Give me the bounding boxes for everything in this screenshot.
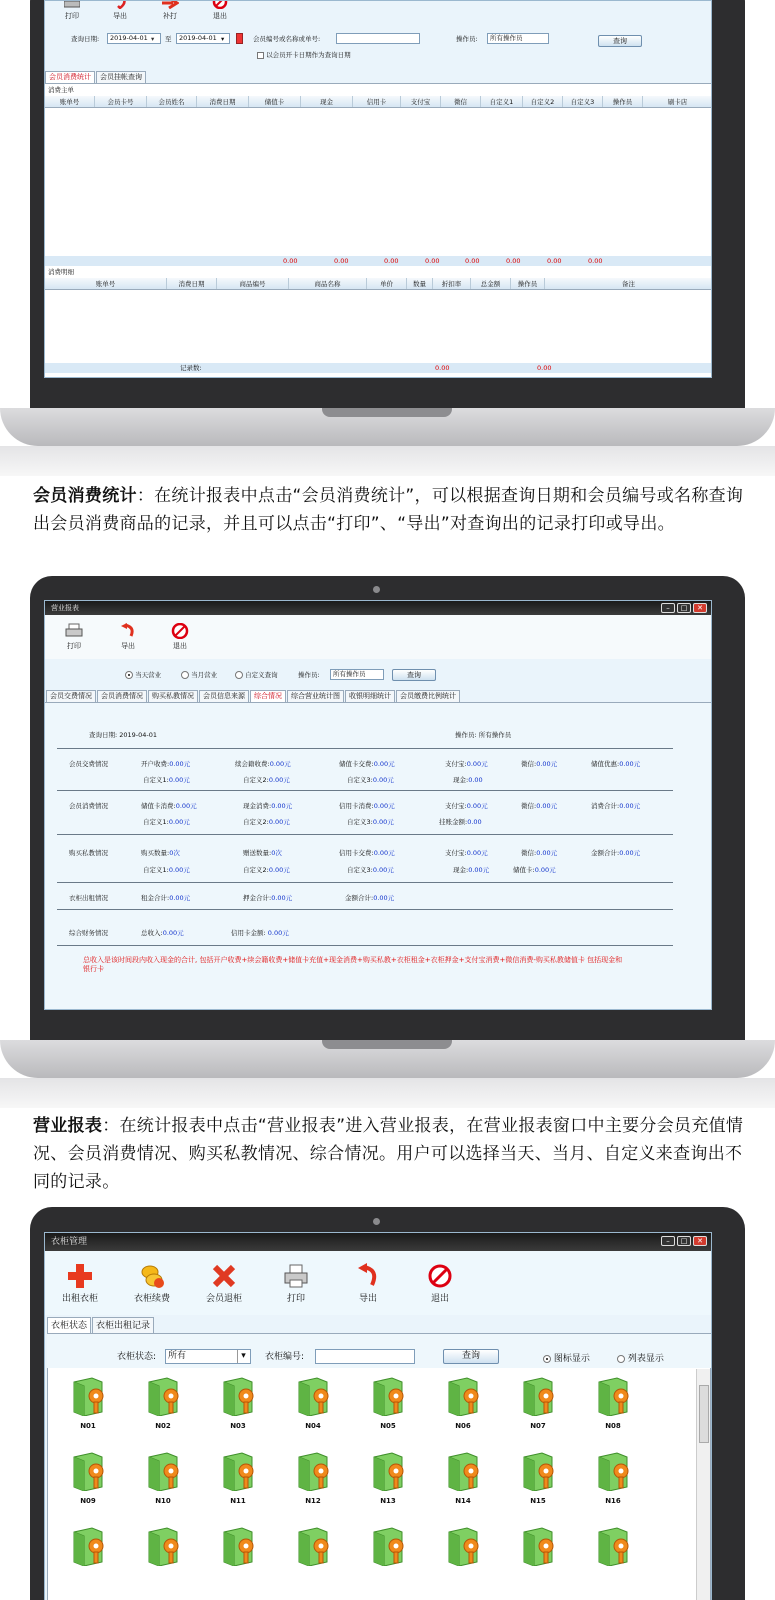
col-operator[interactable]: 操作员 (603, 96, 643, 107)
field-credit-pay: 信用卡交费:0.00元 (339, 849, 395, 857)
locker-number: N13 (380, 1497, 396, 1505)
col-wechat[interactable]: 微信 (441, 96, 481, 107)
field-custom3: 自定义3:0.00元 (347, 776, 394, 784)
detail-grid-header (45, 278, 712, 290)
field-cash-consume: 现金消费:0.00元 (243, 802, 293, 810)
export-icon (112, 0, 128, 9)
locker-key-icon (443, 1526, 483, 1566)
radio-this-month[interactable]: 当月营业 (181, 671, 217, 680)
record-count-label: 记录数: (180, 364, 202, 372)
locker-key-icon (368, 1451, 408, 1491)
export-icon (355, 1263, 381, 1289)
grid-area (45, 83, 712, 378)
window-title: 衣柜管理 (45, 1233, 712, 1251)
field-custom2: 自定义2:0.00元 (243, 776, 290, 784)
col-custom1[interactable]: 自定义1 (481, 96, 523, 107)
locker-number: N07 (530, 1422, 546, 1430)
tab-rent-records[interactable]: 衣柜出租记录 (92, 1317, 154, 1334)
detail-total-1: 0.00 (435, 364, 450, 372)
report-tab-bar (46, 690, 461, 702)
printer-icon (65, 623, 83, 639)
description-business-report (33, 1112, 745, 1196)
locker-item[interactable] (363, 1376, 413, 1431)
locker-item[interactable] (138, 1376, 188, 1431)
dropdown-arrow-icon[interactable]: ▾ (151, 35, 155, 43)
field-cash: 现金:0.00 (453, 776, 483, 784)
locker-key-icon (218, 1451, 258, 1491)
total-custom3: 0.00 (588, 257, 603, 265)
member-input[interactable] (336, 33, 420, 44)
field-wechat: 微信:0.00元 (521, 802, 558, 810)
renew-locker-label: 衣柜续费 (133, 1294, 170, 1304)
locker-number: N16 (605, 1497, 621, 1505)
operator-label: 操作员: (456, 35, 478, 43)
renew-locker-button[interactable] (127, 1263, 177, 1305)
print-button[interactable] (61, 0, 83, 21)
x-icon (211, 1263, 237, 1289)
locker-key-icon (143, 1376, 183, 1416)
locker-item[interactable] (138, 1526, 188, 1570)
col-card-no[interactable]: 会员卡号 (95, 96, 147, 107)
locker-key-icon (443, 1451, 483, 1491)
field-custom1: 自定义1:0.00元 (143, 866, 190, 874)
col-custom2[interactable]: 自定义2 (523, 96, 563, 107)
locker-key-icon (218, 1526, 258, 1566)
exit-button[interactable] (415, 1263, 465, 1305)
plus-icon (67, 1263, 93, 1289)
locker-key-icon (368, 1376, 408, 1416)
tab-summary[interactable]: 综合情况 (250, 690, 286, 702)
locker-key-icon (293, 1526, 333, 1566)
locker-item[interactable] (288, 1376, 338, 1431)
col-consume-date[interactable]: 消费日期 (197, 96, 249, 107)
group-finance: 综合财务情况 (69, 929, 108, 937)
group-member-consumption: 会员消费情况 (69, 802, 108, 810)
rent-locker-button[interactable] (55, 1263, 105, 1305)
field-custom1: 自定义1:0.00元 (143, 818, 190, 826)
locker-key-icon (593, 1376, 633, 1416)
query-date-text: 查询日期: 2019-04-01 (89, 731, 158, 739)
locker-item[interactable] (63, 1376, 113, 1431)
tab-private-coach[interactable]: 购买私教情况 (148, 690, 198, 702)
member-label: 会员编号或名称或单号: (253, 35, 321, 43)
export-label: 导出 (121, 642, 135, 650)
divider (57, 790, 673, 791)
detail-totals-row (45, 363, 712, 373)
col-discount[interactable]: 折扣率 (433, 278, 471, 289)
desc1-text: ：在统计报表中点击“会员消费统计”，可以根据查询日期和会员编号或名称查询出会员消费商品的记录，并且可以点击“打印”、“导出”对查询出的记录打印或导出。 (33, 486, 744, 534)
locker-item[interactable] (438, 1526, 488, 1570)
minimize-icon[interactable]: – (661, 1236, 675, 1246)
total-cash: 0.00 (334, 257, 349, 265)
locker-number: N01 (80, 1422, 96, 1430)
total-wechat: 0.00 (465, 257, 480, 265)
locker-tab-bar (47, 1317, 155, 1334)
locker-number: N11 (230, 1497, 246, 1505)
field-cash: 现金:0.00元 (453, 866, 490, 874)
locker-key-icon (368, 1526, 408, 1566)
locker-key-icon (518, 1451, 558, 1491)
locker-item[interactable] (288, 1526, 338, 1570)
close-icon[interactable]: ✕ (693, 1236, 707, 1246)
field-buy-count: 购买数量:0次 (141, 849, 180, 857)
col-product-name[interactable]: 商品名称 (289, 278, 367, 289)
locker-key-icon (443, 1376, 483, 1416)
export-button[interactable] (343, 1263, 393, 1305)
col-member-name[interactable]: 会员姓名 (147, 96, 197, 107)
locker-item[interactable] (63, 1451, 113, 1506)
window-title: 营业报表 (45, 601, 712, 615)
field-deposit-total: 押金合计:0.00元 (243, 894, 293, 902)
desc1-bold: 会员消费统计 (33, 486, 137, 506)
maximize-icon[interactable]: □ (677, 1236, 691, 1246)
field-amount-total: 金额合计:0.00元 (345, 894, 395, 902)
locker-item[interactable] (138, 1451, 188, 1506)
locker-key-icon (143, 1451, 183, 1491)
spin-icon[interactable] (236, 33, 243, 44)
field-alipay: 支付宝:0.00元 (445, 849, 488, 857)
laptop-base-2 (0, 1040, 775, 1078)
field-stored-card: 储值卡:0.00元 (513, 866, 556, 874)
print-label: 打印 (286, 1294, 305, 1304)
return-locker-button[interactable] (199, 1263, 249, 1305)
business-report-window (44, 600, 712, 1010)
locker-key-icon (518, 1376, 558, 1416)
tab-bar (45, 71, 147, 83)
col-remark[interactable]: 备注 (545, 278, 712, 289)
group-member-payment: 会员交费情况 (69, 760, 108, 768)
main-grid-title: 消费主单 (48, 86, 74, 94)
number-input[interactable] (315, 1349, 415, 1364)
locker-item[interactable] (63, 1526, 113, 1570)
radio-icon-view[interactable]: 图标显示 (543, 1353, 590, 1365)
export-label: 导出 (358, 1294, 377, 1304)
main-grid-header (45, 96, 712, 108)
query-button[interactable]: 查询 (443, 1349, 499, 1364)
field-custom2: 自定义2:0.00元 (243, 818, 290, 826)
col-consume-date[interactable]: 消费日期 (167, 278, 217, 289)
reprint-label: 补打 (163, 12, 177, 20)
divider (57, 748, 673, 749)
locker-number: N08 (605, 1422, 621, 1430)
arrow-right-icon (161, 0, 179, 9)
col-operator[interactable]: 操作员 (511, 278, 545, 289)
locker-number: N14 (455, 1497, 471, 1505)
col-cash[interactable]: 现金 (301, 96, 353, 107)
field-alipay: 支付宝:0.00元 (445, 802, 488, 810)
locker-number: N03 (230, 1422, 246, 1430)
laptop-shadow-1 (0, 446, 775, 476)
field-custom1: 自定义1:0.00元 (143, 776, 190, 784)
operator-label: 操作员: (298, 671, 320, 679)
total-credit: 0.00 (384, 257, 399, 265)
scrollbar-thumb[interactable] (699, 1385, 709, 1443)
minimize-icon[interactable]: – (661, 603, 675, 613)
locker-key-icon (293, 1451, 333, 1491)
print-button[interactable] (271, 1263, 321, 1305)
locker-item[interactable] (513, 1526, 563, 1570)
exit-label: 退出 (213, 12, 227, 20)
locker-item[interactable] (288, 1451, 338, 1506)
field-credit-amount: 挂账金额:0.00 (439, 818, 482, 826)
locker-key-icon (518, 1526, 558, 1566)
field-rent-total: 租金合计:0.00元 (141, 894, 191, 902)
detail-grid-title: 消费明细 (48, 268, 74, 276)
date-to-input[interactable]: 2019-04-01 (176, 33, 230, 44)
locker-key-icon (293, 1376, 333, 1416)
rent-locker-label: 出租衣柜 (61, 1294, 98, 1304)
desc2-text: ：在统计报表中点击“营业报表”进入营业报表，在营业报表窗口中主要分会员充值情况、会员消费情况、购买私教情况、综合情况。用户可以选择当天、当月、自定义来查询出不同的记录。 (33, 1116, 744, 1192)
col-alipay[interactable]: 支付宝 (401, 96, 441, 107)
locker-item[interactable] (213, 1376, 263, 1431)
tab-member-source[interactable]: 会员信息来源 (199, 690, 249, 702)
locker-number: N06 (455, 1422, 471, 1430)
export-button[interactable] (109, 0, 131, 21)
group-private-coach: 购买私教情况 (69, 849, 108, 857)
tab-member-consumption[interactable]: 会员消费统计 (45, 71, 95, 83)
col-total[interactable]: 总金额 (471, 278, 511, 289)
camera-icon (373, 586, 380, 593)
query-button[interactable]: 查询 (598, 35, 642, 47)
locker-key-icon (68, 1376, 108, 1416)
status-label: 衣柜状态: (117, 1352, 157, 1362)
radio-custom[interactable]: 自定义查询 (235, 671, 278, 680)
field-stored-discount: 储值优惠:0.00元 (591, 760, 641, 768)
divider (57, 834, 673, 835)
reprint-button[interactable] (159, 0, 181, 21)
locker-item[interactable] (513, 1451, 563, 1506)
field-alipay: 支付宝:0.00元 (445, 760, 488, 768)
locker-item[interactable] (588, 1376, 638, 1431)
detail-total-2: 0.00 (537, 364, 552, 372)
main-totals-row (45, 256, 712, 266)
locker-item[interactable] (513, 1376, 563, 1431)
tab-member-payment[interactable]: 会员交费情况 (46, 690, 96, 702)
locker-item[interactable] (363, 1526, 413, 1570)
field-credit-consume: 信用卡消费:0.00元 (339, 802, 395, 810)
locker-key-icon (593, 1526, 633, 1566)
camera-icon (373, 1218, 380, 1225)
col-credit-card[interactable]: 信用卡 (353, 96, 401, 107)
print-label: 打印 (67, 642, 81, 650)
tab-cashier-detail[interactable]: 收银明细统计 (345, 690, 395, 702)
locker-number: N12 (305, 1497, 321, 1505)
locker-item[interactable] (363, 1451, 413, 1506)
divider (57, 882, 673, 883)
operator-select[interactable]: 所有操作员 (330, 669, 384, 680)
field-gift-count: 赠送数量:0次 (243, 849, 282, 857)
export-label: 导出 (113, 12, 127, 20)
laptop-shadow-2 (0, 1078, 775, 1108)
date-label: 查询日期: (71, 35, 100, 43)
field-stored-card-pay: 储值卡交费:0.00元 (339, 760, 395, 768)
total-custom1: 0.00 (506, 257, 521, 265)
operator-text: 操作员: 所有操作员 (455, 731, 512, 739)
locker-key-icon (593, 1451, 633, 1491)
locker-item[interactable] (588, 1526, 638, 1570)
description-member-consumption (33, 482, 745, 538)
field-custom2: 自定义2:0.00元 (243, 866, 290, 874)
tab-locker-status[interactable]: 衣柜状态 (47, 1317, 91, 1334)
group-locker-rent: 衣柜出租情况 (69, 894, 108, 902)
export-icon (119, 623, 137, 639)
laptop-base-1 (0, 408, 775, 446)
income-note: 总收入是该时间段内收入现金的合计, 包括开户收费+续会籍收费+储值卡充值+现金消费+购买私教+衣柜租金+衣柜押金+支付宝消费+微信消费-购买私教储值卡 包括现金和银行卡 (83, 956, 623, 973)
print-label: 打印 (65, 12, 79, 20)
total-stored: 0.00 (283, 257, 298, 265)
no-entry-icon (171, 623, 189, 639)
locker-key-icon (68, 1526, 108, 1566)
desc2-bold: 营业报表 (33, 1116, 103, 1136)
col-card-store[interactable]: 刷卡店 (643, 96, 712, 107)
exit-label: 退出 (173, 642, 187, 650)
exit-button[interactable] (209, 0, 231, 21)
dropdown-arrow-icon[interactable]: ▾ (221, 35, 225, 43)
locker-item[interactable] (438, 1451, 488, 1506)
tab-member-credit[interactable]: 会员挂帐查询 (96, 71, 146, 83)
number-label: 衣柜编号: (265, 1352, 305, 1362)
print-button[interactable] (59, 623, 89, 651)
locker-number: N04 (305, 1422, 321, 1430)
exit-label: 退出 (430, 1294, 449, 1304)
col-stored-card[interactable]: 储值卡 (249, 96, 301, 107)
coins-icon (139, 1263, 165, 1289)
locker-key-icon (143, 1526, 183, 1566)
no-entry-icon (427, 1263, 453, 1289)
field-credit-card-amount: 信用卡金额: 0.00元 (231, 929, 289, 937)
maximize-icon[interactable]: □ (677, 603, 691, 613)
field-amount-total: 金额合计:0.00元 (591, 849, 641, 857)
radio-list-view[interactable]: 列表显示 (617, 1353, 664, 1365)
tab-payment-ratio[interactable]: 会员缴费比例统计 (396, 690, 460, 702)
field-wechat: 微信:0.00元 (521, 849, 558, 857)
locker-item[interactable] (213, 1451, 263, 1506)
locker-item[interactable] (213, 1526, 263, 1570)
col-price[interactable]: 单价 (367, 278, 407, 289)
chevron-down-icon: ▾ (237, 1350, 249, 1363)
field-custom3: 自定义3:0.00元 (347, 818, 394, 826)
query-button[interactable]: 查询 (392, 669, 436, 681)
locker-key-icon (68, 1451, 108, 1491)
field-consume-total: 消费合计:0.00元 (591, 802, 641, 810)
field-custom3: 自定义3:0.00元 (347, 866, 394, 874)
col-quantity[interactable]: 数量 (407, 278, 433, 289)
col-bill-no[interactable]: 账单号 (45, 278, 167, 289)
open-date-checkbox[interactable]: 以会员开卡日期作为查询日期 (257, 51, 351, 60)
printer-icon (64, 0, 80, 9)
close-icon[interactable]: ✕ (693, 603, 707, 613)
exit-button[interactable] (165, 623, 195, 651)
toolbar (45, 615, 712, 659)
status-select[interactable]: 所有 ▾ (165, 1349, 251, 1364)
col-product-code[interactable]: 商品编号 (217, 278, 289, 289)
operator-select[interactable]: 所有操作员 (487, 33, 549, 44)
tab-business-chart[interactable]: 综合营业统计图 (287, 690, 344, 702)
report-window-member-consumption (44, 0, 712, 378)
field-renew-fee: 续会籍收费:0.00元 (235, 760, 291, 768)
scrollbar[interactable] (696, 1369, 710, 1600)
printer-icon (283, 1263, 309, 1289)
field-stored-consume: 储值卡消费:0.00元 (141, 802, 197, 810)
no-entry-icon (212, 0, 228, 9)
locker-number: N10 (155, 1497, 171, 1505)
divider (57, 909, 673, 910)
total-custom2: 0.00 (547, 257, 562, 265)
locker-number: N09 (80, 1497, 96, 1505)
field-total-income: 总收入:0.00元 (141, 929, 184, 937)
locker-number: N05 (380, 1422, 396, 1430)
col-bill-no[interactable]: 账单号 (45, 96, 95, 107)
divider (57, 945, 673, 946)
radio-today[interactable]: 当天营业 (125, 671, 161, 680)
return-locker-label: 会员退柜 (205, 1294, 242, 1304)
locker-key-icon (218, 1376, 258, 1416)
locker-item[interactable] (438, 1376, 488, 1431)
locker-number: N15 (530, 1497, 546, 1505)
field-open-fee: 开户收费:0.00元 (141, 760, 191, 768)
tab-member-consumption[interactable]: 会员消费情况 (97, 690, 147, 702)
locker-number: N02 (155, 1422, 171, 1430)
total-alipay: 0.00 (425, 257, 440, 265)
date-from-input[interactable]: 2019-04-01 (107, 33, 161, 44)
locker-item[interactable] (588, 1451, 638, 1506)
to-label: 至 (165, 35, 172, 43)
col-custom3[interactable]: 自定义3 (563, 96, 603, 107)
export-button[interactable] (113, 623, 143, 651)
locker-management-window (44, 1232, 712, 1600)
field-wechat: 微信:0.00元 (521, 760, 558, 768)
